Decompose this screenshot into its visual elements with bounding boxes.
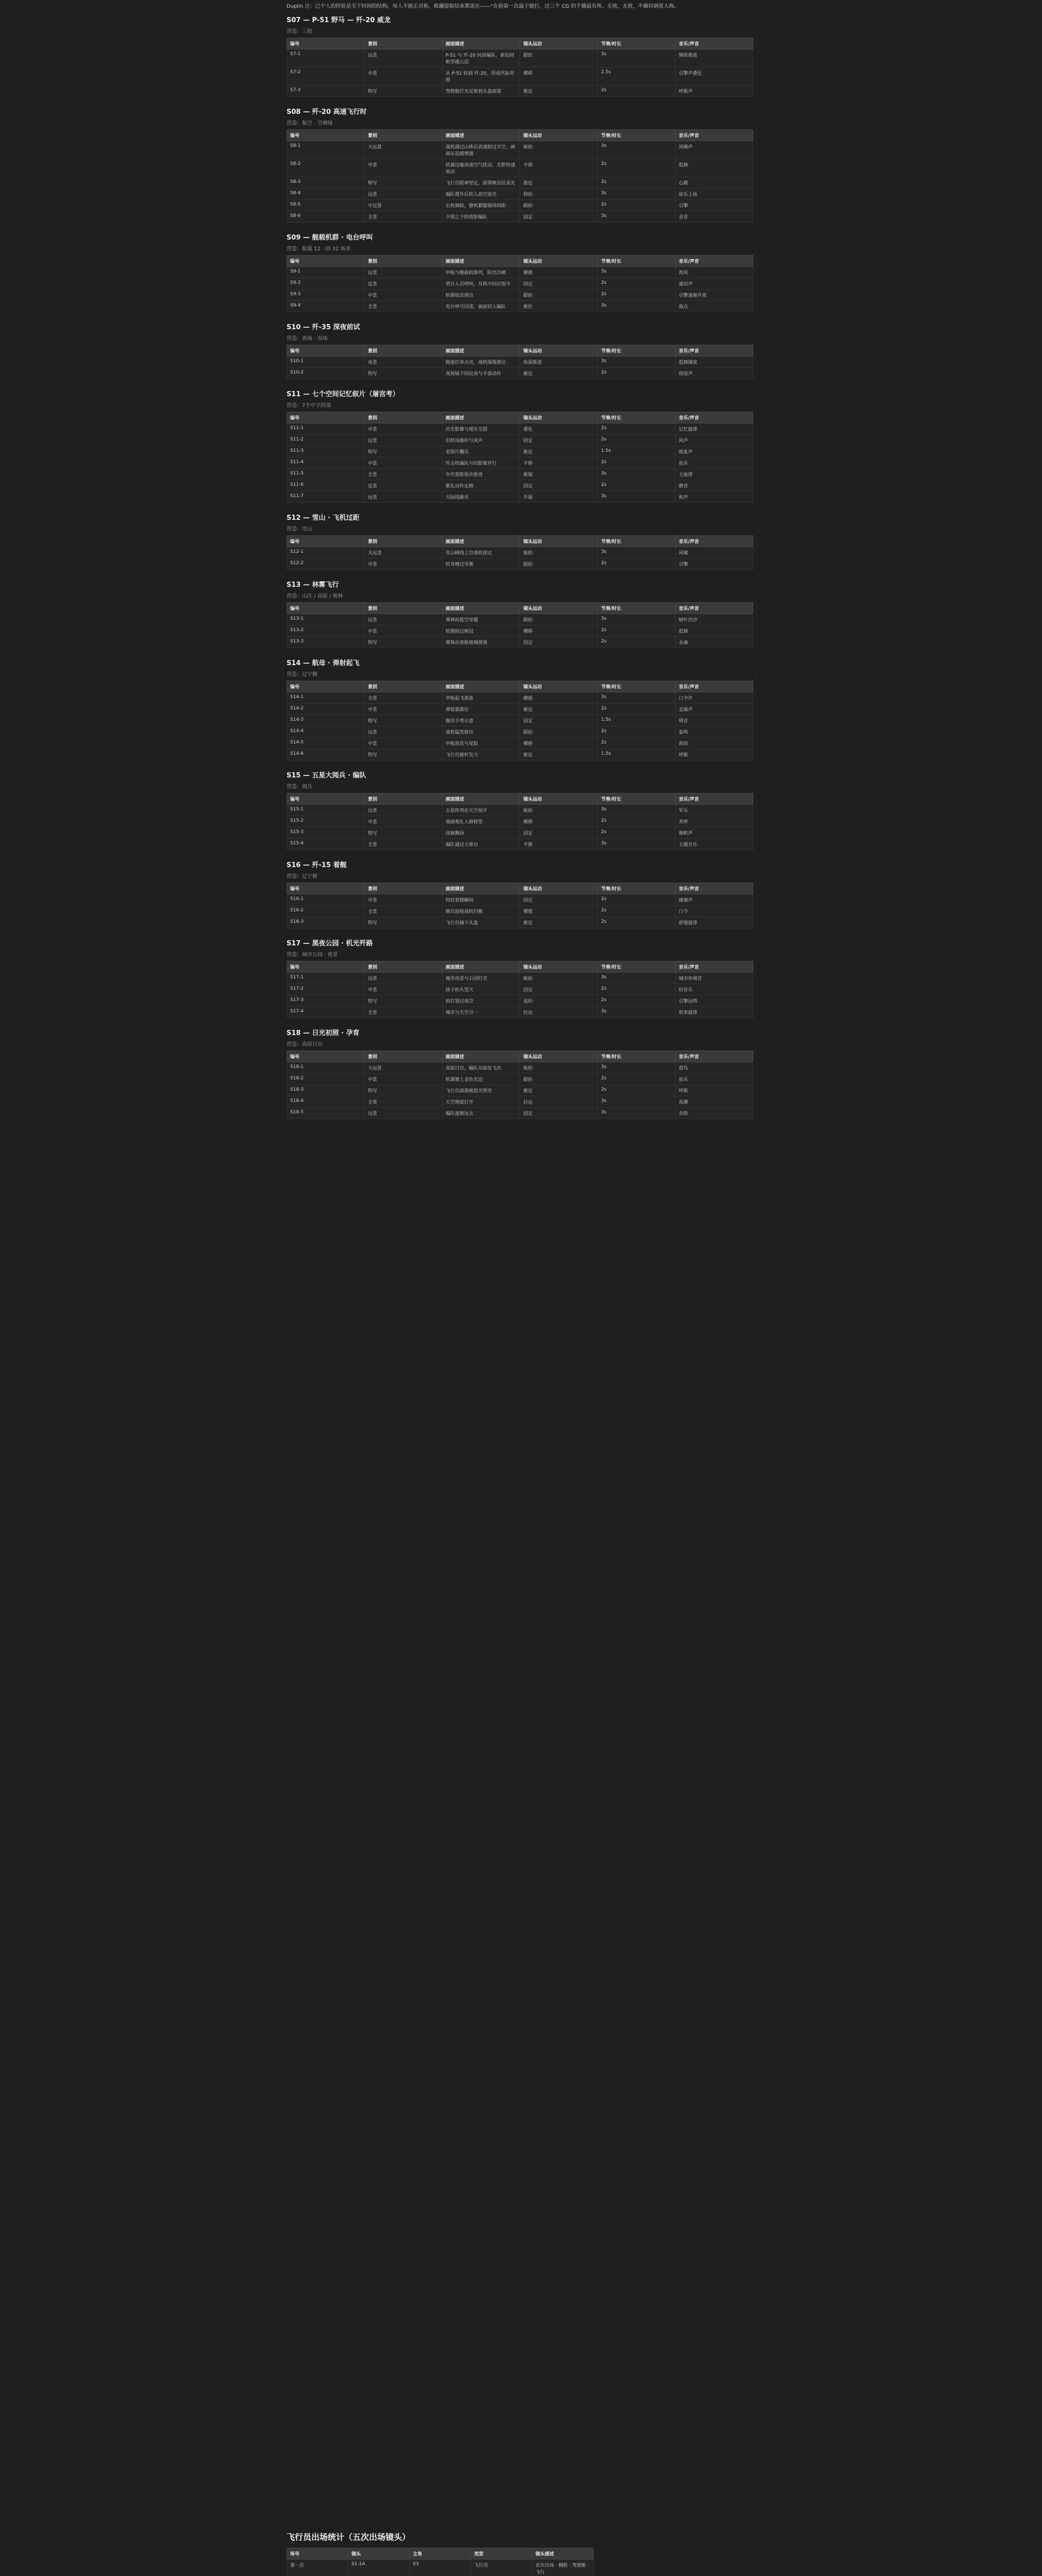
summary-col-3: 主角: [410, 2548, 471, 2560]
scene-meta: 营造：阅兵: [287, 784, 312, 790]
scene-block-6: [287, 512, 753, 570]
scene-table: 编号 景别 画面描述 镜头运动 节奏/时长 音乐/声音 S15-1 远景 五星阵列在天空展开 航拍 3s 军乐 S15-2 中景 地面观礼人群仰望 横移 2s 欢呼 S15-3 特写 国旗飘扬 固定 2s 旗帜声 S15-4 全景 编队通过主席台 平推 3s 主题音乐: [287, 793, 753, 850]
scene-title: S11 — 七个空间记忆叙片（屠宫考）: [287, 390, 399, 398]
scene-block-3: [287, 232, 753, 312]
summary-col-5: 镜头描述: [532, 2548, 594, 2560]
scene-block-5: [287, 388, 753, 503]
scene-block-1: [287, 14, 753, 97]
table-row: 第一次 S1-1A 03 飞行员 首次出场 · 侧脸 · 驾驶舱 · 飞行: [287, 2560, 594, 2576]
scene-meta: 营造：辽宁舰: [287, 873, 317, 879]
scene-table: 编号 景别 画面描述 镜头运动 节奏/时长 音乐/声音 S10-1 夜景 跑道灯串点亮，战机缓缓就位 纵深推进 3s 低频铺底 S10-2 特写 夜视镜下的仪表与手部动作 推近 2s 按钮声: [287, 345, 753, 379]
scene-meta: 营造：山区 / 高原 / 密林: [287, 593, 343, 599]
scene-meta: 营造：7个中字段部: [287, 402, 331, 409]
scene-table: 编号 景别 画面描述 镜头运动 节奏/时长 音乐/声音 S17-1 远景 城市夜景与公园灯光 航拍 3s 城市环境音 S17-2 中景 孩子抬头望天 固定 2s 轻音乐 S17-3 特写 机灯划过夜空 追拍 2s 引擎远鸣 S17-4 全景 城市与天空合一 拉远 3s 收束旋律: [287, 961, 753, 1018]
summary-section: [287, 2519, 594, 2576]
scene-table: 编号 景别 画面描述 镜头运动 节奏/时长 音乐/声音 S16-1 中景 钩挂着舰瞬间 固定 2s 碰撞声 S16-2 全景 舰员迎接战机归舰 横摇 2s 口令 S16-3 特写 飞行员摘下头盔 推近 2s 舒缓旋律: [287, 883, 753, 928]
scene-block-2: [287, 106, 753, 223]
top-notes-area: [287, 3, 753, 1128]
scene-title: S08 — 歼-20 高速飞行时: [287, 108, 367, 116]
document-content: [282, 0, 757, 2576]
scene-meta: 营造：三组: [287, 28, 312, 35]
scene-meta: 营造：城市公园 · 夜景: [287, 952, 338, 958]
scene-table: 编号 景别 画面描述 镜头运动 节奏/时长 音乐/声音 S7-1 远景 P-51 与 歼-20 同屏编队，新旧同框穿越云层 跟拍 3s 铜管推进 S7-2 中景 从 P-51 转到 歼-20，形成代际对照 横移 2.5s 引擎声叠化 S7-3 特写 驾驶舱灯光反射到头盔面罩 推近 2s 呼吸声: [287, 38, 753, 97]
scene-meta: 营造：高原日出: [287, 1041, 323, 1047]
intro-paragraph: Duplin 注：已个人的经验是关于时间的结构，每人不能正对称，收藏提取结束都需在——“在前第一次最于她打，过三个 CG 的千播最有所。无效，无效，不确切调度大海。: [287, 4, 679, 9]
scene-title: S17 — 黑夜公园 · 机光歼路: [287, 939, 373, 947]
summary-col-2: 镜头: [348, 2548, 410, 2560]
scene-title: S12 — 雪山 · 飞机过距: [287, 514, 360, 522]
scene-title: S10 — 歼-35 深夜前试: [287, 323, 360, 331]
summary-title: 飞行员出场统计（五次出场镜头）: [287, 2532, 411, 2542]
scene-table: 编号 景别 画面描述 镜头运动 节奏/时长 音乐/声音 S12-1 大远景 雪山峰线上空战机掠过 航拍 3s 风啸 S12-2 中景 机身擦过雪雾 跟拍 2s 引擎: [287, 535, 753, 570]
scene-meta: 营造：辽宁舰: [287, 671, 317, 677]
scene-title: S09 — 舰载机群 · 电台呼叫: [287, 233, 373, 242]
scene-table: 编号 景别 画面描述 镜头运动 节奏/时长 音乐/声音 S14-1 全景 甲板起飞准备 横摇 3s 口令声 S14-2 中景 弹射器就位 推近 2s 金属声 S14-3 特写 舰员手势示意 固定 1.5s 哨音 S14-4 远景 战机猛然射出 跟拍 2s 轰鸣 S14-5 中景 甲板浪花与尾焰 横移 2s 海浪 S14-6 特写 飞行员握杆发力 推近 1.5s 呼吸: [287, 681, 753, 760]
scene-meta: 营造：夜场 · 双场: [287, 335, 328, 342]
scene-meta: 营造：雪山: [287, 526, 312, 532]
scene-table: 编号 景别 画面描述 镜头运动 节奏/时长 音乐/声音 S9-1 远景 甲板与舰载机排列，阳光冷硬 横摇 3s 海风 S9-2 近景 塔台人员呼叫，耳机中回应指令 固定 2s 通讯声 S9-3 中景 机群依次滑出 跟拍 2s 引擎逐渐升高 S9-4 全景 电台呼号回荡，画面切入编队 推拉 3s 鼓点: [287, 255, 753, 312]
scene-title: S15 — 五星大阅兵 · 编队: [287, 771, 366, 779]
scene-meta: 营造：航空 · 空调场: [287, 120, 333, 126]
scene-title: S16 — 歼-15 着舰: [287, 861, 347, 869]
scene-block-4: [287, 321, 753, 379]
scene-block-9: [287, 770, 753, 850]
scene-meta: 营造：航载 12 · 回 32 场景: [287, 246, 351, 252]
scene-title: S07 — P-51 野马 — 歼-20 威龙: [287, 16, 391, 24]
scene-block-12: [287, 1027, 753, 1119]
scene-title: S13 — 林雾飞行: [287, 581, 339, 589]
scene-table: 编号 景别 画面描述 镜头运动 节奏/时长 音乐/声音 S13-1 远景 雾林间低空穿越 跟拍 3s 树叶沙沙 S13-2 中景 机腹掠过树冠 横移 2s 低频 S13-3 特写 雾珠在座舱玻璃滑落 固定 2s 水滴: [287, 602, 753, 648]
scene-block-11: [287, 938, 753, 1018]
scene-title: S18 — 日光初照 · 孕育: [287, 1029, 360, 1037]
scene-table: 编号 景别 画面描述 镜头运动 节奏/时长 音乐/声音 S18-1 大远景 高原日出，编队从暗处飞出 航拍 3s 晨鸟 S18-2 中景 机翼镀上金色光边 跟拍 2s 弦乐 S18-3 特写 飞行员面部被晨光照亮 推近 2s 呼吸 S18-4 全景 天空彻底打开 拉远 3s 高潮 S18-5 远景 编队逐渐远去 固定 3s 余韵: [287, 1050, 753, 1119]
summary-col-4: 类型: [471, 2548, 532, 2560]
summary-col-1: 场号: [287, 2548, 348, 2560]
scene-table: 编号 景别 画面描述 镜头运动 节奏/时长 音乐/声音 S11-1 中景 历史影像与现实交错 叠化 2s 记忆旋律 S11-2 远景 旧机场旗杆与风声 固定 2s 风声 S11-3 特写 老照片翻页 推近 1.5s 纸张声 S11-4 中景 歼击机编队与旧影像并行 平移 2s 弦乐 S11-5 全景 年代剪影依次推进 推镜 3s 主旋律 S11-6 近景 敬礼动作定格 固定 2s 静音 S11-7 远景 天际线渐亮 升镜 3s 和声: [287, 412, 753, 503]
scene-title: S14 — 航母 · 弹射起飞: [287, 659, 360, 667]
scene-table: 编号 景别 画面描述 镜头运动 节奏/时长 音乐/声音 S8-1 大远景 战机越过山体后高速掠过天空，画面压迫感增强 航拍 3s 风噪声 S8-2 中景 机翼边缘高速空气扰动，光影快速流动 平移 2s 低频 S8-3 特写 飞行员眼神坚定，面罩映出仪表光 推近 2s 心跳 S8-4 远景 编队爬升后转入高空逆光 仰拍 3s 弦乐上扬 S8-5 中近景 长机倾转，僚机紧随保持间距 跟拍 2s 引擎 S8-6 全景 夕照之下的剪影编队 固定 3s 余音: [287, 129, 753, 223]
scene-block-7: [287, 579, 753, 648]
summary-table: [287, 2548, 594, 2576]
scene-block-8: [287, 657, 753, 760]
scene-block-10: [287, 859, 753, 928]
